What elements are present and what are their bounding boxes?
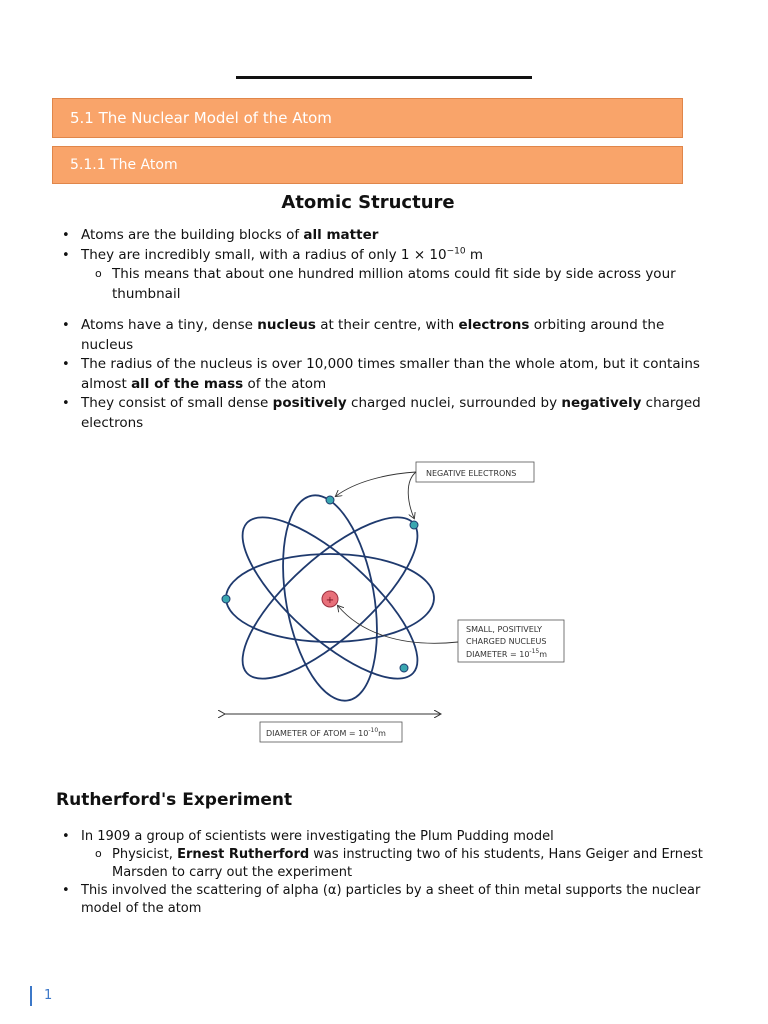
- nucleus-label-line-2: CHARGED NUCLEUS: [466, 637, 547, 646]
- nucleus-label-line-3: DIAMETER = $10^{-15}m$: [466, 648, 548, 659]
- intro-list: [60, 226, 710, 304]
- text: orbiting around the nucleus: [81, 317, 665, 353]
- section-title: 5.1 The Nuclear Model of the Atom: [70, 109, 332, 127]
- structure-list: [60, 316, 710, 433]
- text: at their centre, with: [315, 317, 459, 333]
- list-item: [60, 828, 710, 846]
- section-banner: [52, 98, 683, 138]
- bold-text: all of the mass: [131, 375, 244, 392]
- electron: [410, 521, 418, 529]
- text: This means that about one hundred million atoms could fit side by side across your thumbnail: [112, 266, 676, 302]
- text: Physicist,: [112, 847, 178, 862]
- rutherford-heading: Rutherford's Experiment: [56, 790, 293, 810]
- text: This involved the scattering of alpha (α) particles by a sheet of thin metal supports the nuclear model of the atom: [81, 883, 701, 916]
- nucleus-label-line-1: SMALL, POSITIVELY: [466, 625, 543, 634]
- text: charged electrons: [81, 395, 701, 431]
- list-item: [60, 394, 710, 433]
- sub-list-item: [60, 265, 710, 304]
- nucleus-symbol: +: [325, 595, 335, 606]
- arrow-electron-top: [336, 472, 416, 496]
- list-item: [60, 246, 710, 266]
- electron: [326, 496, 334, 504]
- sub-list-item: [60, 846, 710, 882]
- electrons: [222, 496, 418, 672]
- text: m: [465, 246, 484, 263]
- electron: [222, 595, 230, 603]
- text: In 1909 a group of scientists were investigating the Plum Pudding model: [81, 829, 554, 844]
- text: Atoms are the building blocks of: [81, 227, 304, 243]
- text: was instructing two of his students, Hans Geiger and Ernest Marsden to carry out the experiment: [112, 847, 703, 880]
- bold-text: electrons: [458, 317, 530, 333]
- bold-text: all matter: [303, 227, 379, 243]
- electron: [400, 664, 408, 672]
- page-number: 1: [30, 986, 52, 1006]
- text: Atoms have a tiny, dense: [81, 317, 258, 333]
- atom-diagram: [190, 452, 590, 752]
- arrow-nucleus: [338, 606, 458, 643]
- bold-text: Ernest Rutherford: [177, 847, 310, 862]
- rutherford-list: [60, 828, 710, 918]
- list-item: [60, 882, 710, 918]
- title-rule: [236, 76, 532, 79]
- list-item: [60, 316, 710, 355]
- bold-text: negatively: [561, 395, 642, 411]
- text: They consist of small dense: [81, 395, 273, 411]
- electrons-label: NEGATIVE ELECTRONS: [426, 469, 517, 478]
- exponent: −10: [446, 246, 466, 256]
- text: charged nuclei, surrounded by: [346, 395, 562, 411]
- arrow-electron-right: [408, 472, 416, 518]
- bold-text: nucleus: [257, 317, 316, 333]
- page-heading: Atomic Structure: [281, 192, 455, 213]
- text: of the atom: [243, 375, 327, 392]
- diameter-label: DIAMETER OF ATOM = $10^{-10}m$: [266, 727, 386, 738]
- subsection-title: 5.1.1 The Atom: [70, 157, 178, 173]
- list-item: [60, 226, 710, 246]
- bold-text: positively: [272, 395, 347, 411]
- subsection-banner: [52, 146, 683, 184]
- text: They are incredibly small, with a radius of only 1 × 10: [81, 246, 447, 263]
- text: The radius of the nucleus is over 10,000 times smaller than the whole atom, but it contains almost: [81, 356, 700, 392]
- list-item: [60, 355, 710, 394]
